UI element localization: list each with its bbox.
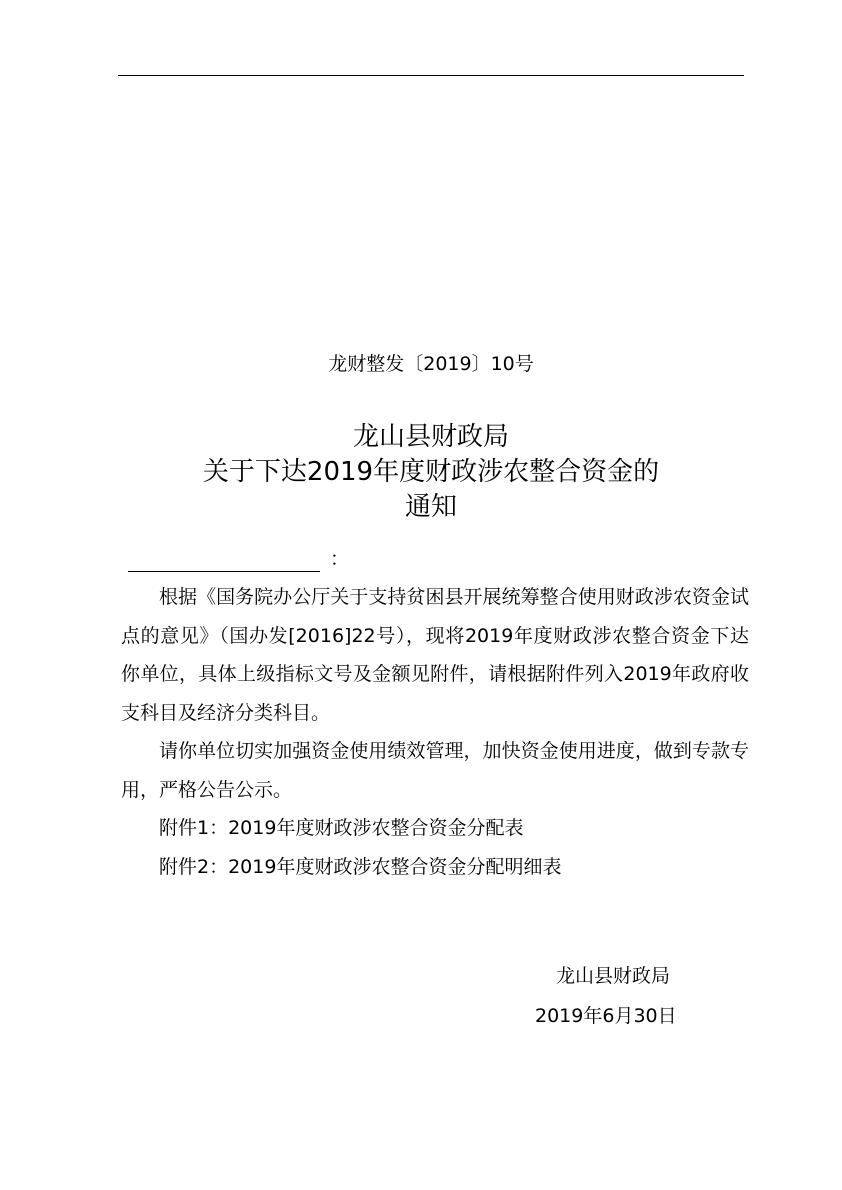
attachment-item-1: 附件1：2019年度财政涉农整合资金分配表	[159, 817, 524, 839]
document-body	[121, 578, 749, 886]
addressee-blank	[128, 551, 320, 572]
signature-issuer: 龙山县财政局	[556, 965, 671, 987]
body-paragraph-basis: 根据《国务院办公厅关于支持贫困县开展统筹整合使用财政涉农资金试点的意见》（国办发[2016]22号），现将2019年度财政涉农整合资金下达你单位，具体上级指标文号及金额见附件，请根据附件列入2019年政府收支科目及经济分类科目。	[121, 586, 749, 724]
document-number: 龙财整发〔2019〕10号	[328, 353, 534, 375]
attachment-item-2: 附件2：2019年度财政涉农整合资金分配明细表	[159, 855, 562, 878]
document-title	[0, 420, 842, 525]
header-rule	[118, 75, 744, 76]
signature-date: 2019年6月30日	[535, 1005, 677, 1027]
addressee-line	[128, 546, 349, 572]
title-line-type: 通知	[404, 492, 457, 522]
title-line-subject: 关于下达2019年度财政涉农整合资金的	[202, 457, 660, 487]
title-line-issuer: 龙山县财政局	[352, 422, 509, 452]
addressee-colon: ：	[330, 548, 350, 570]
body-paragraph-requirement: 请你单位切实加强资金使用绩效管理，加快资金使用进度，做到专款专用，严格公告公示。	[121, 740, 749, 801]
